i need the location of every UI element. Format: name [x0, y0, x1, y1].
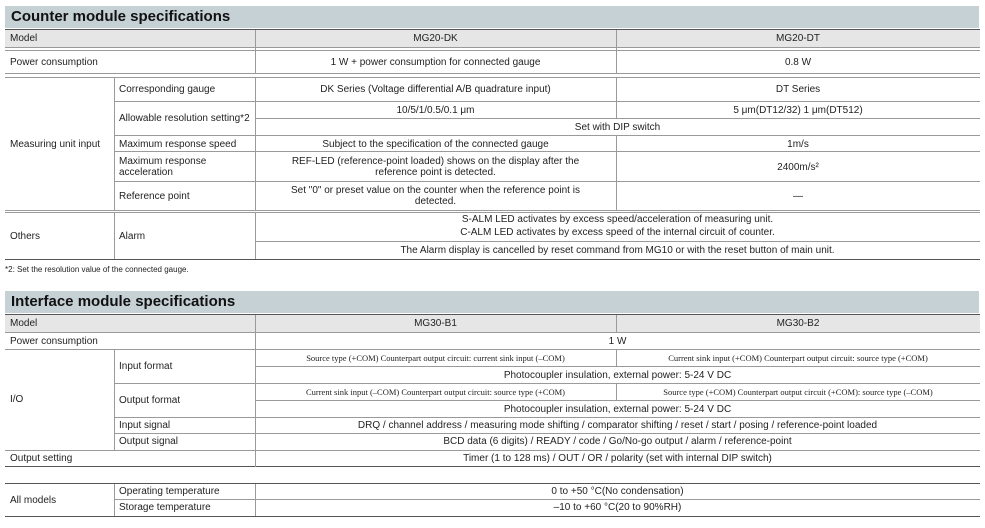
st-temp-value: –10 to +60 °C(20 to 90%RH): [553, 502, 682, 513]
output-format-label: Output format: [119, 395, 181, 406]
accel-dt: 2400m/s²: [777, 161, 819, 173]
ref-dk: Set "0" or preset value on the counter when the reference point is detected.: [291, 185, 580, 207]
accel-label: Maximum response acceleration: [119, 156, 207, 178]
output-format-b1: Current sink input (–COM) Counterpart output circuit: source type (+COM): [305, 386, 566, 397]
input-signal-value: DRQ / channel address / measuring mode shifting / comparator shifting / reset / start / posing / reference-point loaded: [357, 420, 878, 431]
footnote: *2: Set the resolution value of the connected gauge.: [5, 265, 189, 274]
op-temp-label: Operating temperature: [119, 486, 220, 497]
speed-dk: Subject to the specification of the connected gauge: [322, 138, 549, 150]
alarm-line1: S-ALM LED activates by excess speed/acceleration of measuring unit.: [461, 214, 774, 225]
output-signal-label: Output signal: [119, 436, 178, 447]
output-setting-label: Output setting: [10, 453, 73, 464]
resolution-dk: 10/5/1/0.5/0.1 μm: [396, 104, 475, 116]
ref-label: Reference point: [119, 190, 190, 202]
gauge-dt: DT Series: [775, 83, 821, 95]
interface-power-value: 1 W: [608, 336, 627, 347]
output-format-common: Photocoupler insulation, external power: 5-24 V DC: [503, 403, 732, 415]
measuring-unit-label: Measuring unit input: [10, 138, 101, 150]
io-label: I/O: [10, 394, 24, 405]
counter-power-dk: 1 W + power consumption for connected gauge: [330, 56, 541, 68]
interface-model-b2: MG30-B2: [616, 315, 980, 332]
speed-dt: 1m/s: [787, 138, 809, 150]
resolution-both: Set with DIP switch: [574, 121, 661, 133]
ref-dt: —: [793, 190, 803, 202]
resolution-dt: 5 μm(DT12/32) 1 μm(DT512): [733, 104, 863, 116]
gauge-dk: DK Series (Voltage differential A/B quadrature input): [320, 83, 551, 95]
counter-model-label: Model: [5, 30, 255, 47]
op-temp-value: 0 to +50 °C(No condensation): [551, 486, 684, 497]
output-signal-value: BCD data (6 digits) / READY / code / Go/No-go output / alarm / reference-point: [443, 436, 792, 447]
speed-label: Maximum response speed: [119, 138, 237, 150]
st-temp-label: Storage temperature: [119, 502, 211, 513]
interface-model-label: Model: [5, 315, 255, 332]
alarm-label: Alarm: [119, 230, 146, 242]
accel-dk: REF-LED (reference-point loaded) shows on the display after the reference point is detected.: [291, 156, 580, 178]
output-setting-value: Timer (1 to 128 ms) / OUT / OR / polarity (set with internal DIP switch): [463, 453, 772, 464]
others-label: Others: [10, 230, 41, 242]
resolution-label: [114, 102, 255, 135]
alarm-line3: The Alarm display is cancelled by reset command from MG10 or with the reset button of main unit.: [400, 245, 835, 256]
interface-power-label: Power consumption: [10, 336, 98, 347]
interface-model-b1: MG30-B1: [255, 315, 616, 332]
interface-section-title: Interface module specifications: [5, 291, 979, 313]
gauge-label: Corresponding gauge: [119, 83, 216, 95]
counter-model-dt: MG20-DT: [616, 30, 980, 47]
counter-power-label: Power consumption: [10, 56, 98, 68]
input-format-label: Input format: [119, 361, 173, 372]
all-models-label: All models: [10, 494, 57, 506]
input-signal-label: Input signal: [119, 420, 171, 431]
input-format-b1: Source type (+COM) Counterpart output circuit: current sink input (–COM): [306, 352, 565, 363]
counter-power-dt: 0.8 W: [784, 56, 812, 68]
output-format-b2: Source type (+COM) Counterpart output circuit (+COM): source type (–COM): [663, 386, 933, 397]
counter-model-dk: MG20-DK: [255, 30, 616, 47]
input-format-b2: Current sink input (+COM) Counterpart output circuit: source type (+COM): [668, 352, 928, 363]
input-format-common: Photocoupler insulation, external power: 5-24 V DC: [503, 369, 732, 381]
alarm-line2: C-ALM LED activates by excess speed of the internal circuit of counter.: [460, 227, 775, 238]
resolution-label-text: Allowable resolution setting*2: [119, 113, 250, 124]
counter-section-title: Counter module specifications: [5, 6, 979, 28]
